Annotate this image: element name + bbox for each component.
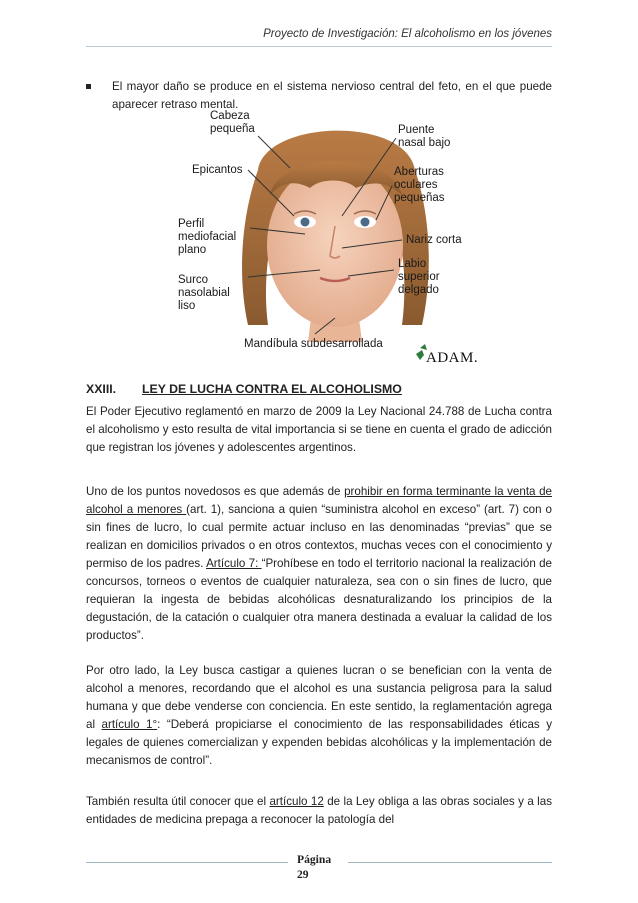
paragraph-1 <box>86 403 552 457</box>
paragraph-4 <box>86 793 552 829</box>
footer-rule-left <box>86 862 288 863</box>
page-number <box>297 852 331 882</box>
section-heading <box>86 382 402 396</box>
label-perfil: Perfil mediofacial plano <box>178 218 237 256</box>
p4-text-1: También resulta útil conocer que el <box>86 795 270 808</box>
p3-article-1-link: artículo 1° <box>101 718 158 731</box>
fas-face-illustration <box>170 110 500 372</box>
label-mandibula: Mandíbula subdesarrollada <box>244 338 383 350</box>
running-header: Proyecto de Investigación: El alcoholismo en los jóvenes <box>263 28 552 40</box>
right-iris <box>361 218 370 227</box>
label-puente: Puente nasal bajo <box>398 124 451 149</box>
paragraph-3 <box>86 662 552 770</box>
bullet-text: El mayor daño se produce en el sistema nervioso central del feto, en el que puede aparecer retraso mental. <box>112 80 552 111</box>
p4-article-12-link: artículo 12 <box>269 795 324 808</box>
section-number: XXIII. <box>86 382 117 396</box>
bullet-item <box>86 78 552 114</box>
adam-logo: ADAM. <box>426 350 479 366</box>
page-number-value: 29 <box>297 868 309 881</box>
p3-text-1: Por otro lado, la Ley busca castigar a quienes lucran o se benefician con la venta de alcohol a menores, recordando que el alcohol es una sustancia peligrosa para la salud humana y que debe venderse con conciencia. En este sentido, la reglamentación agrega al <box>86 664 552 731</box>
footer-rule-right <box>348 862 552 863</box>
left-iris <box>301 218 310 227</box>
face-shape <box>267 163 403 327</box>
paragraph-2 <box>86 483 552 645</box>
label-labio: Labio superior delgado <box>398 258 440 296</box>
page-label: Página <box>297 853 332 866</box>
label-nariz: Nariz corta <box>406 234 462 246</box>
bullet-square-icon <box>86 84 91 89</box>
p2-underlined-1: prohibir en forma terminante la venta de alcohol a menores <box>86 485 552 516</box>
header-rule <box>86 46 552 47</box>
p3-text-2: : “Deberá propiciarse el conocimiento de las responsabilidades éticas y legales de quienes comercializan y expenden bebidas alcohólicas y la implementación de mecanismos de control”. <box>86 718 553 767</box>
label-epicantos: Epicantos <box>192 164 243 176</box>
p2-text-1: Uno de los puntos novedosos es que además de <box>86 485 345 498</box>
paragraph-1-text: El Poder Ejecutivo reglamentó en marzo de 2009 la Ley Nacional 24.788 de Lucha contra el alcoholismo y esto resulta de vital importancia si se tiene en cuenta el grado de adicción que registran los jóvenes y adolescentes argentinos. <box>86 405 552 454</box>
label-cabeza: Cabeza pequeña <box>210 110 255 135</box>
p2-article-7-link: Artículo 7: <box>206 557 262 570</box>
section-title: LEY DE LUCHA CONTRA EL ALCOHOLISMO <box>142 382 402 396</box>
label-surco: Surco nasolabial liso <box>178 274 230 312</box>
p2-text-2: (art. 1), sanciona a quien “suministra alcohol en exceso” (art. 7) con o sin fines de lucro, lo cual permite actuar incluso en las denominadas “previas” que se realizan en domicilios privados o en otros contextos, muchas veces con el conocimiento y permiso de los padres. <box>86 503 552 570</box>
p4-text-2: de la Ley obliga a las obras sociales y a las entidades de medicina prepaga a reconocer la patología del <box>86 795 552 826</box>
label-aberturas: Aberturas oculares pequeñas <box>394 166 445 204</box>
p2-text-3: “Prohíbese en todo el territorio nacional la realización de concursos, torneos o eventos de cualquier naturaleza, sea con o sin fines de lucro, que requieran la ingesta de bebidas alcohólicas desnaturalizando los principios de la degustación, de la catación o cualquier otra manera destinada a evaluar la calidad de los productos”. <box>86 557 552 642</box>
